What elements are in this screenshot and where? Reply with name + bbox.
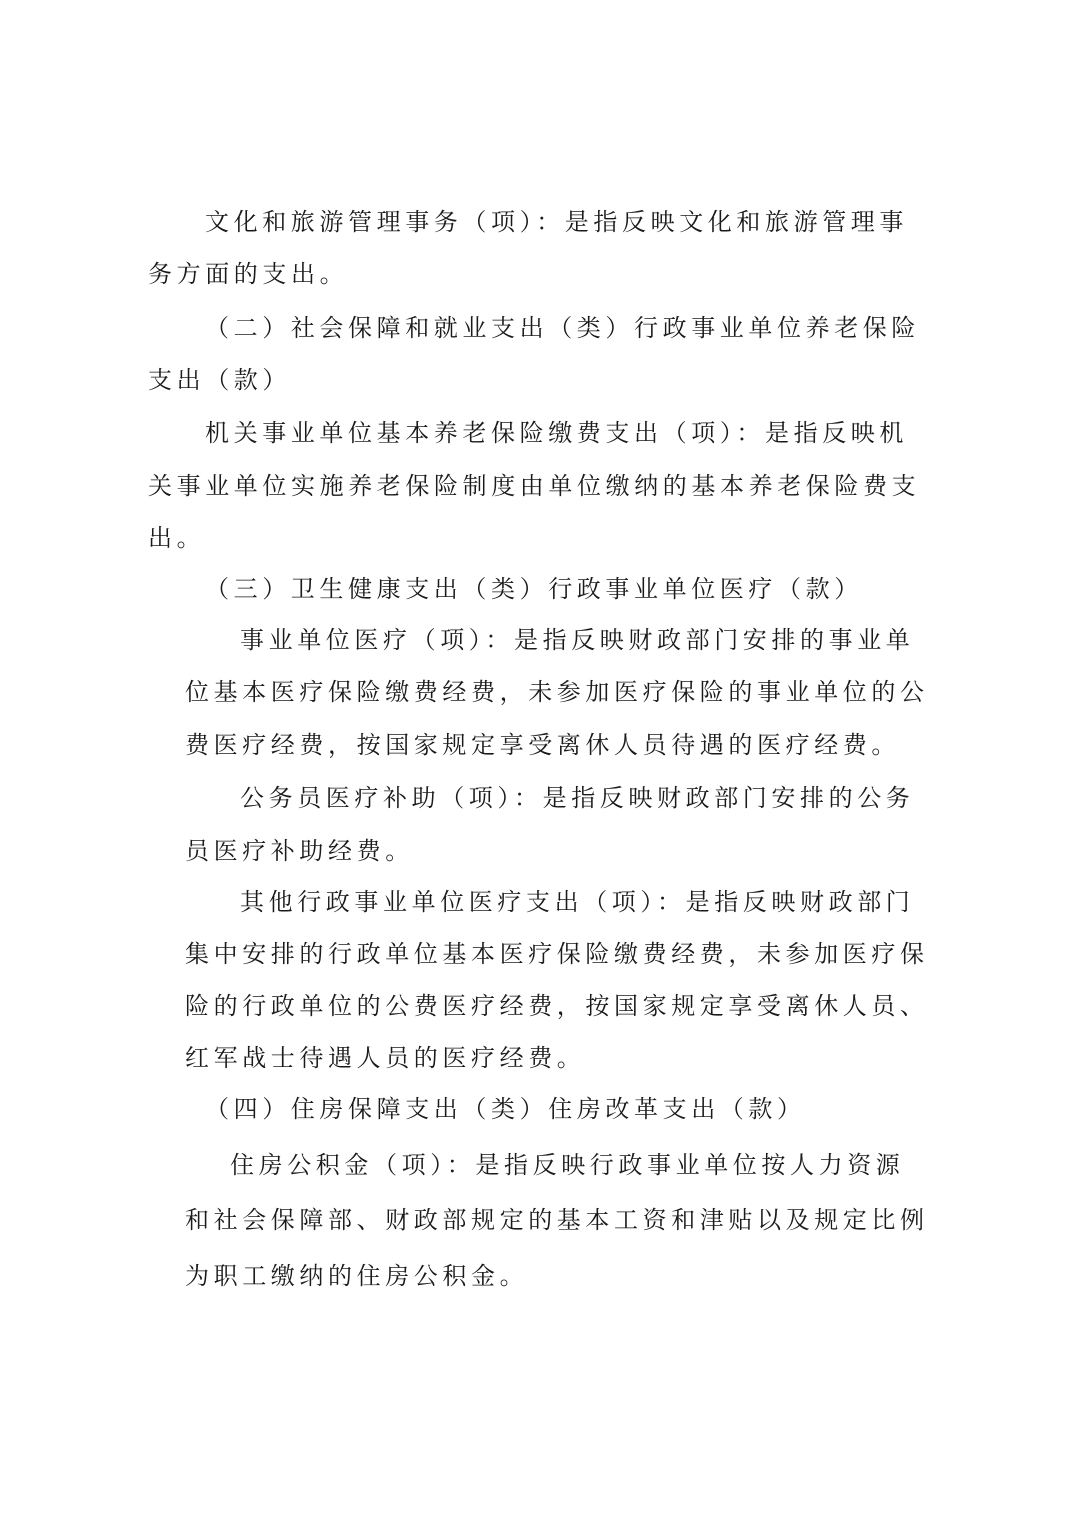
paragraph-line: 集中安排的行政单位基本医疗保险缴费经费，未参加医疗保 <box>185 940 929 968</box>
section-heading: （二）社会保障和就业支出（类）行政事业单位养老保险 <box>205 314 920 342</box>
paragraph-line: 险的行政单位的公费医疗经费，按国家规定享受离休人员、 <box>185 992 929 1020</box>
paragraph-line: 员医疗补助经费。 <box>185 837 414 865</box>
paragraph-line: 住房公积金（项）：是指反映行政事业单位按人力资源 <box>230 1151 905 1179</box>
paragraph-line: 公务员医疗补助（项）：是指反映财政部门安排的公务 <box>240 784 915 812</box>
paragraph-line: 和社会保障部、财政部规定的基本工资和津贴以及规定比例 <box>185 1206 929 1234</box>
section-heading: （三）卫生健康支出（类）行政事业单位医疗（款） <box>205 575 863 603</box>
paragraph-line: 红军战士待遇人员的医疗经费。 <box>185 1044 586 1072</box>
paragraph-line: 为职工缴纳的住房公积金。 <box>185 1262 529 1290</box>
paragraph-line: 关事业单位实施养老保险制度由单位缴纳的基本养老保险费支 <box>148 472 921 500</box>
paragraph-line: 事业单位医疗（项）：是指反映财政部门安排的事业单 <box>240 626 915 654</box>
section-heading: 支出（款） <box>148 366 291 394</box>
paragraph-line: 出。 <box>148 524 206 552</box>
paragraph-line: 费医疗经费，按国家规定享受离休人员待遇的医疗经费。 <box>185 731 900 759</box>
paragraph-line: 位基本医疗保险缴费经费，未参加医疗保险的事业单位的公 <box>185 678 929 706</box>
section-heading: （四）住房保障支出（类）住房改革支出（款） <box>205 1095 806 1123</box>
paragraph-line: 其他行政事业单位医疗支出（项）：是指反映财政部门 <box>240 888 915 916</box>
paragraph-line: 务方面的支出。 <box>148 260 349 288</box>
paragraph-line: 机关事业单位基本养老保险缴费支出（项）：是指反映机 <box>205 419 908 447</box>
paragraph-line: 文化和旅游管理事务（项）：是指反映文化和旅游管理事 <box>205 208 908 236</box>
